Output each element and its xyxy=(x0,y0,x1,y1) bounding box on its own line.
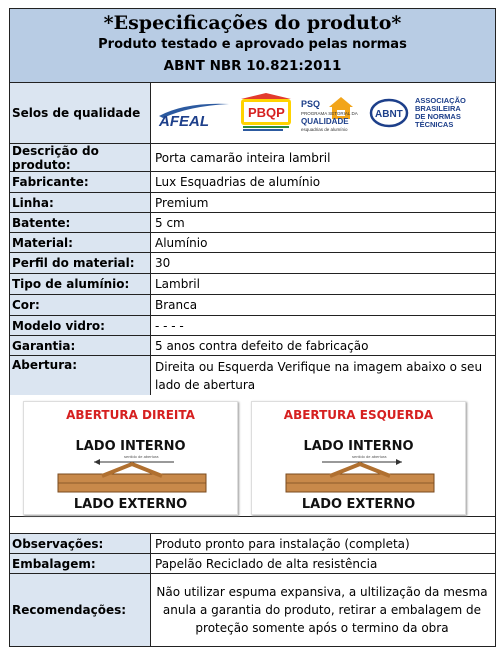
door-diagram-left xyxy=(282,454,438,494)
spec-value: Premium xyxy=(151,193,495,212)
pbqp-logo xyxy=(239,93,293,133)
page-subtitle: Produto testado e aprovado pelas normas xyxy=(98,37,407,52)
spec-row-warranty xyxy=(10,336,495,356)
spec-label: Linha: xyxy=(10,193,151,212)
spec-row-aluminium-type xyxy=(10,274,495,295)
inner-side-label: LADO INTERNO xyxy=(75,439,186,454)
abnt-logo xyxy=(369,98,409,128)
pbqp-text: PBQP xyxy=(248,105,285,120)
svg-text:sentido de abertura: sentido de abertura xyxy=(124,454,159,459)
spec-row-line xyxy=(10,193,495,213)
inner-side-label: LADO INTERNO xyxy=(303,439,414,454)
spec-row-manufacturer xyxy=(10,172,495,193)
spec-label: Perfil do material: xyxy=(10,253,151,273)
spec-label: Garantia: xyxy=(10,336,151,355)
page-title: *Especificações do produto* xyxy=(103,12,402,34)
spec-row-glass xyxy=(10,316,495,336)
spec-row-description xyxy=(10,144,495,172)
spec-row-frame xyxy=(10,213,495,233)
spec-row-opening xyxy=(10,356,495,395)
spec-value: Lux Esquadrias de alumínio xyxy=(151,172,495,192)
outer-side-label: LADO EXTERNO xyxy=(301,497,416,512)
svg-text:esquadrias de alumínio: esquadrias de alumínio xyxy=(301,127,348,132)
spec-label: Descrição do produto: xyxy=(10,144,151,171)
spec-row-material xyxy=(10,233,495,253)
psq-logo xyxy=(299,93,363,133)
outer-side-label: LADO EXTERNO xyxy=(73,497,188,512)
spec-value: - - - - xyxy=(151,316,495,335)
extra-value: Produto pronto para instalação (completa) xyxy=(151,534,495,553)
spec-value: Porta camarão inteira lambril xyxy=(151,144,495,171)
header xyxy=(10,9,495,83)
spec-value: 30 xyxy=(151,253,495,273)
opening-left-panel xyxy=(251,401,466,515)
spec-value: Branca xyxy=(151,295,495,315)
afeal-text: AFEAL xyxy=(159,113,209,130)
spec-row-color xyxy=(10,295,495,316)
abnt-text: ABNT xyxy=(375,109,403,120)
extra-value: Papelão Reciclado de alta resistência xyxy=(151,554,495,573)
opening-left-title: ABERTURA ESQUERDA xyxy=(283,408,434,422)
extra-row-recommendations xyxy=(10,574,495,646)
extra-value: Não utilizar espuma expansiva, a ultilização da mesma anula a garantia do produto, retirar a embalagem de proteção somente após o termino da obra xyxy=(151,574,495,646)
quality-logos xyxy=(151,83,495,143)
svg-text:sentido de abertura: sentido de abertura xyxy=(352,454,387,459)
opening-right-title: ABERTURA DIREITA xyxy=(66,408,195,422)
spec-label: Fabricante: xyxy=(10,172,151,192)
blank-row xyxy=(10,517,495,534)
spec-label: Material: xyxy=(10,233,151,252)
spec-label: Modelo vidro: xyxy=(10,316,151,335)
spec-sheet xyxy=(9,8,496,647)
spec-value: 5 anos contra defeito de fabricação xyxy=(151,336,495,355)
norm-code: ABNT NBR 10.821:2011 xyxy=(163,58,342,74)
spec-row-profile xyxy=(10,253,495,274)
extra-label: Observações: xyxy=(10,534,151,553)
opening-right-panel xyxy=(23,401,238,515)
spec-label: Cor: xyxy=(10,295,151,315)
extra-label: Embalagem: xyxy=(10,554,151,573)
quality-row xyxy=(10,83,495,144)
door-diagram-right xyxy=(54,454,210,494)
opening-images xyxy=(10,395,495,517)
spec-label: Abertura: xyxy=(10,356,151,395)
abnt-name xyxy=(415,95,479,131)
spec-value: Lambril xyxy=(151,274,495,294)
spec-value: 5 cm xyxy=(151,213,495,232)
svg-text:BRASILEIRA: BRASILEIRA xyxy=(415,104,461,113)
svg-text:QUALIDADE: QUALIDADE xyxy=(301,117,349,126)
psq-text: PSQ xyxy=(301,99,321,109)
afeal-logo xyxy=(155,96,233,130)
extra-row-notes xyxy=(10,534,495,554)
extra-row-packaging xyxy=(10,554,495,574)
spec-value: Alumínio xyxy=(151,233,495,252)
extra-label: Recomendações: xyxy=(10,574,151,646)
svg-text:PROGRAMA SETORIAL DA: PROGRAMA SETORIAL DA xyxy=(301,111,358,116)
spec-label: Tipo de alumínio: xyxy=(10,274,151,294)
quality-label: Selos de qualidade xyxy=(10,83,151,143)
spec-label: Batente: xyxy=(10,213,151,232)
svg-text:ASSOCIAÇÃO: ASSOCIAÇÃO xyxy=(415,96,466,105)
svg-text:DE NORMAS: DE NORMAS xyxy=(415,112,461,121)
svg-text:TÉCNICAS: TÉCNICAS xyxy=(415,120,454,129)
spec-value: Direita ou Esquerda Verifique na imagem abaixo o seu lado de abertura xyxy=(151,356,495,395)
